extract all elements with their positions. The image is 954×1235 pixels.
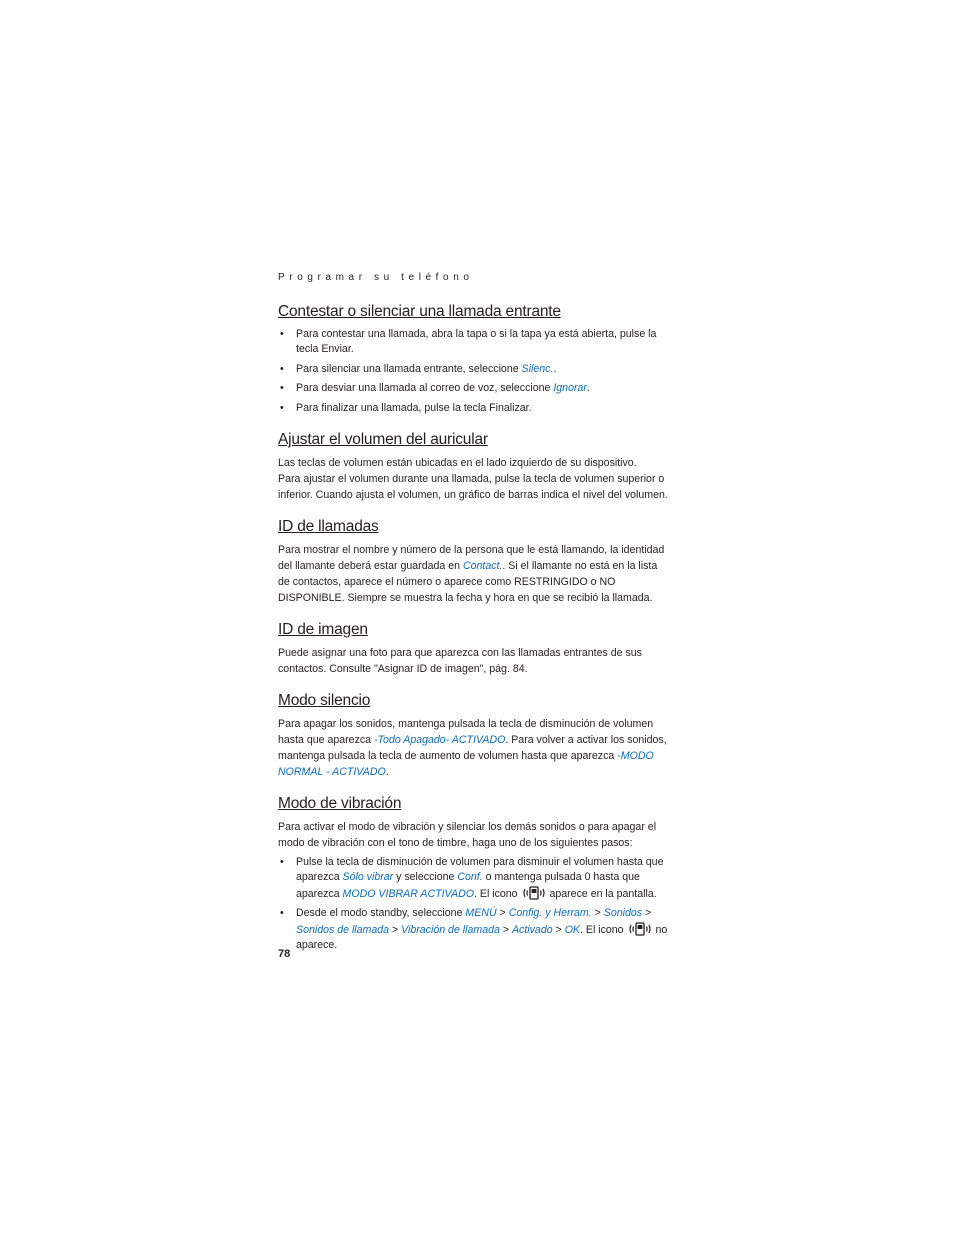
section-title: Contestar o silenciar una llamada entrante: [278, 303, 561, 320]
section-id-imagen: [278, 620, 670, 677]
section-volumen: [278, 430, 670, 503]
section-title: ID de llamadas: [278, 518, 379, 536]
vibrate-icon: [629, 922, 651, 936]
section-contestar: [278, 302, 670, 416]
menu-option-todo-apagado: -Todo Apagado- ACTIVADO: [374, 734, 506, 747]
page-content: [278, 272, 670, 965]
page-number: 78: [278, 948, 291, 960]
list-item: • Pulse la tecla de disminución de volumen para disminuir el volumen hasta que aparezca Sólo vibrar y seleccione Conf. o mantenga pulsada 0 hasta que aparezca MODO VIBRAR ACTIVADO. El icono aparece en la pantalla.: [280, 856, 664, 900]
bullet: •: [280, 328, 284, 340]
paragraph: Para mostrar el nombre y número de la persona que le está llamando, la identidad del llamante deberá estar guardada en Contact.. Si el llamante no está en la lista de contactos, aparece el número o aparece como RESTRINGIDO o NO DISPONIBLE. Siempre se muestra la fecha y hora en que se recibió la llamada.: [278, 544, 665, 605]
paragraph: Las teclas de volumen están ubicadas en el lado izquierdo de su dispositivo.: [278, 457, 637, 470]
bullet-list: [278, 855, 670, 953]
menu-option-contact: Contact.: [462, 560, 503, 573]
list-item: • Para desviar una llamada al correo de voz, seleccione Ignorar.: [280, 382, 590, 395]
vibrate-icon: [523, 886, 545, 900]
paragraph: Puede asignar una foto para que aparezca con las llamadas entrantes de sus contactos. Consulte "Asignar ID de imagen", pág. 84.: [278, 647, 642, 676]
section-title: Modo silencio: [278, 692, 371, 710]
list-item: • Para finalizar una llamada, pulse la tecla Finalizar.: [280, 401, 532, 414]
section-silencio: [278, 691, 670, 780]
running-head: Programar su teléfono: [278, 272, 474, 283]
menu-option-silenc: Silenc.: [521, 362, 554, 375]
paragraph: Para apagar los sonidos, mantenga pulsada la tecla de disminución de volumen hasta que aparezca -Todo Apagado- ACTIVADO. Para volver a activar los sonidos, mantenga pulsada la tecla de aumento de volumen hasta que aparezca -MODO NORMAL - ACTIVADO.: [278, 718, 667, 779]
section-title: Ajustar el volumen del auricular: [278, 431, 488, 449]
menu-option-modo-normal: -MODO NORMAL - ACTIVADO: [278, 750, 654, 779]
paragraph: Para ajustar el volumen durante una llamada, pulse la tecla de volumen superior o inferior. Cuando ajusta el volumen, un gráfico de barras indica el nivel del volumen.: [278, 473, 668, 502]
section-title: Modo de vibración: [278, 795, 402, 813]
menu-option-ignorar: Ignorar: [553, 382, 587, 395]
section-id-llamadas: [278, 517, 670, 606]
list-item: • Para contestar una llamada, abra la tapa o si la tapa ya está abierta, pulse la tecla Enviar.: [280, 328, 657, 356]
list-item: • Para silenciar una llamada entrante, seleccione Silenc..: [280, 362, 557, 375]
section-vibracion: [278, 794, 670, 953]
section-title: ID de imagen: [278, 621, 368, 639]
paragraph: Para activar el modo de vibración y silenciar los demás sonidos o para apagar el modo de vibración con el tono de timbre, haga uno de los siguientes pasos:: [278, 821, 657, 850]
bullet-list: [278, 327, 670, 416]
list-item: • Desde el modo standby, seleccione MENÚ > Config. y Herram. > Sonidos > Sonidos de llamada > Vibración de llamada > Activado > OK. El icono no aparece.: [280, 907, 668, 952]
